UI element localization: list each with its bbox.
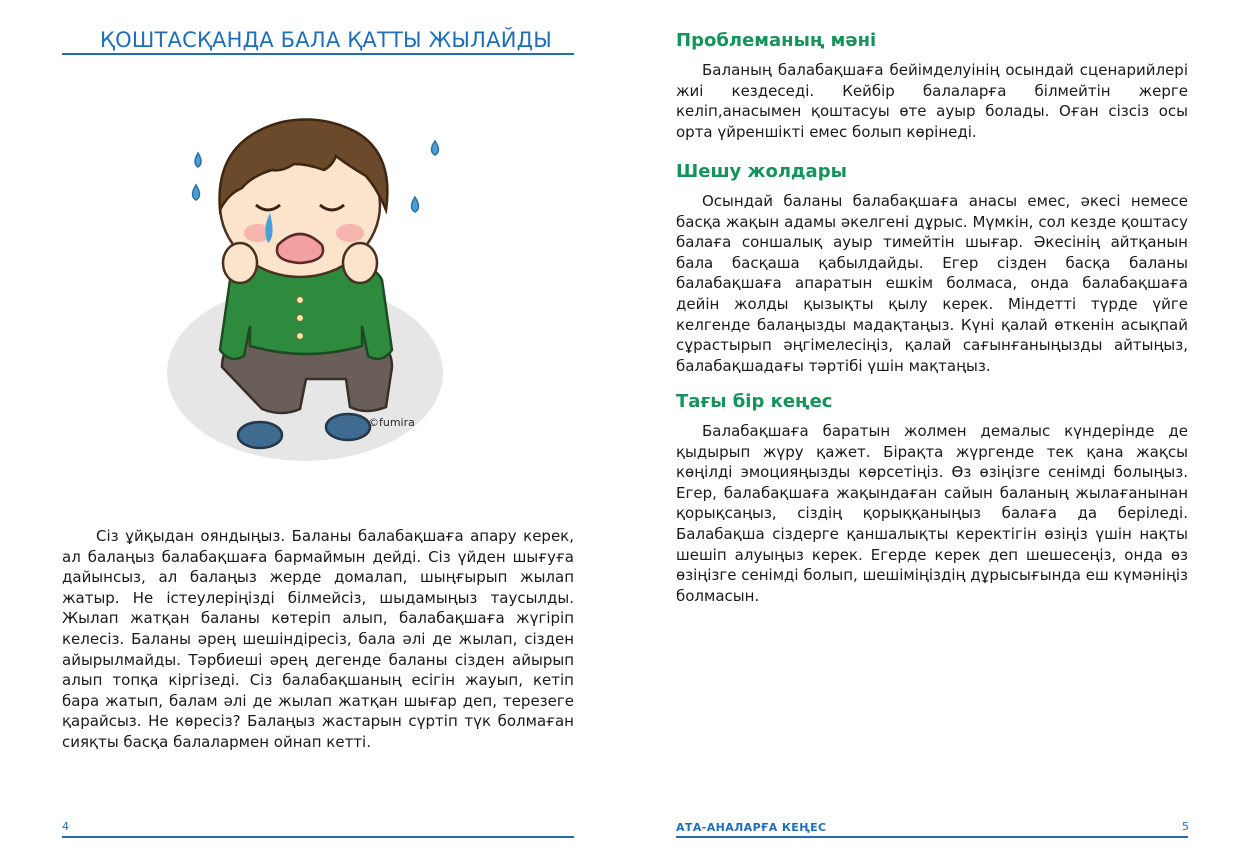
footer-label: АТА-АНАЛАРҒА КЕҢЕС (676, 821, 827, 834)
right-page (622, 0, 1245, 859)
intro-paragraph: Сіз ұйқыдан ояндыңыз. Баланы балабақшаға апару керек, ал балаңыз балабақшаға бармаймын дейді. Сіз үйден шығуға дайынсыз, ал балаңыз жерде домалап, шыңғырып жылап жатыр. Не істеулеріңізді білмейсіз, шыдамыңыз таусылды. Жылап жатқан баланы көтеріп алып, балабақшаға жүгіріп келесіз. Баланы әрең шешіндіресіз, бала әлі де жылап, сізден айырылмайды. Тәрбиеші әрең дегенде баланы сізден айырып алып топқа кіргізеді. Сіз балабақшаның есігін жауып, кетіп бара жатып, балам әлі де жылап жатқан шығар деп, терезеге қарайсыз. Не көресіз? Балаңыз жастарын сүртіп түк болмаған сияқты басқа балалармен ойнап кетті. (62, 527, 574, 751)
footer-rule-left (62, 836, 574, 838)
section-body-advice: Балабақшаға баратын жолмен демалыс күндерінде де қыдырып жүру қажет. Бірақта жүргенде тек қана жақсы көңілді эмоцияңызды көрсетіңіз. Өз өзіңізге сенімді болыңыз. Егер, балабақшаға жақындаған сайын баланың жылағанынан қорықсаңыз, сіздің қорыққаныңыз балаға да беріледі. Балабақша сіздерге қаншалықты керектігін өзіңіз үшін нақты шешіп алуыңыз керек. Егерде керек деп шешесеңіз, онда өз өзіңізге сенімді болып, шешіміңіздің дұрысығында еш күмәніңіз болмасын. (676, 422, 1188, 605)
crying-child-illustration (160, 105, 450, 465)
section-body-solutions: Осындай баланы балабақшаға анасы емес, әкесі немесе басқа жақын адамы әкелгені дұрыс. Мүмкін, сол кезде қоштасу балаға соншалық ауыр тимейтін шығар. Әкесінің айтқанын бала басқаша қабылдайды. Егер сізден басқа баланы балабақшаға апаратын ешкім болмаса, онда балабақшаға дейін жолды қызықты қылу керек. Міндетті түрде үйге келгенде балаңызды мадақтаңыз. Күні қалай өткенін асықпай сұрастырып әңгімелесіңіз, қалай сағынғаныңызды айтыңыз, балабақшадағы тәртібі үшін мақтаңыз. (676, 192, 1188, 375)
section-heading-solutions: Шешу жолдары (676, 161, 847, 182)
title-underline (62, 53, 574, 55)
chapter-title: ҚОШТАСҚАНДА БАЛА ҚАТТЫ ЖЫЛАЙДЫ (100, 28, 552, 52)
page-number-right: 5 (1182, 820, 1189, 833)
footer-rule-right (676, 836, 1188, 838)
section-body-problem: Баланың балабақшаға бейімделуінің осындай сценарийлері жиі кездеседі. Кейбір балаларға білмейтін жерге келіп,анасымен қоштасуы өте ауыр болады. Оған сізсіз осы орта үйреншікті емес болып көрінеді. (676, 61, 1188, 141)
illustration-credit: ©fumira (368, 416, 415, 429)
page-number-left: 4 (62, 820, 69, 833)
section-heading-problem: Проблеманың мәні (676, 30, 877, 51)
left-page (0, 0, 622, 859)
section-heading-advice: Тағы бір кеңес (676, 391, 833, 412)
